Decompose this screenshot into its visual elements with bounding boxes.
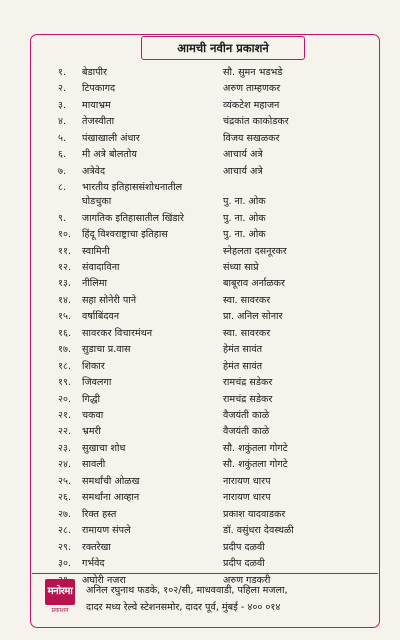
book-title: स्वामिनी — [82, 245, 110, 257]
book-number: ६. — [58, 149, 67, 161]
book-author: नारायण धारप — [223, 475, 271, 487]
book-number: २०. — [58, 393, 72, 405]
book-row — [0, 310, 400, 324]
book-number: १२. — [58, 261, 72, 273]
book-author: प्रकाश यादवाडकर — [223, 508, 286, 520]
book-title: गिद्धी — [82, 393, 101, 405]
book-author: आचार्य अत्रे — [223, 149, 263, 161]
book-title: हिंदू विश्वराष्ट्राचा इतिहास — [82, 229, 168, 241]
book-title: सावरकर विचारमंथन — [82, 327, 153, 339]
book-number: १९. — [58, 377, 72, 389]
book-row — [0, 409, 400, 423]
page-title-text: आमची नवीन प्रकाशने — [177, 40, 269, 55]
book-row — [0, 442, 400, 456]
book-row — [0, 343, 400, 357]
book-number: ८. — [58, 182, 67, 194]
book-row — [0, 425, 400, 439]
book-number: ३. — [58, 99, 67, 111]
book-row — [0, 99, 400, 113]
book-author: आचार्य अत्रे — [223, 165, 263, 177]
book-number: १०. — [58, 229, 72, 241]
book-author: विजय सखळकर — [223, 132, 280, 144]
book-number: २९. — [58, 541, 72, 553]
book-author: सौ. शकुंतला गोगटे — [223, 459, 288, 471]
book-author: वैजयंती काळे — [223, 426, 270, 438]
book-author: चंद्रकांत काकोडकर — [223, 116, 289, 128]
book-row — [0, 327, 400, 341]
book-row — [0, 212, 400, 226]
book-row — [0, 66, 400, 80]
book-title: बेडापीर — [82, 67, 107, 78]
book-title: नीलिमा — [82, 278, 108, 290]
book-title: रिक्त हस्त — [82, 508, 117, 520]
book-author: सौ. शकुंतला गोगटे — [223, 442, 288, 454]
book-row — [0, 475, 400, 489]
book-number: १७. — [58, 344, 72, 356]
book-row — [0, 115, 400, 129]
book-number: २५. — [58, 475, 72, 487]
book-title: टिपकागद — [82, 83, 116, 95]
book-title: गर्भवेद — [82, 558, 105, 570]
book-title: सुखाचा शोध — [82, 442, 126, 454]
book-author: स्नेहलता दसनूरकर — [223, 245, 287, 257]
book-title: शिकार — [82, 360, 105, 372]
book-title: जिवलगा — [82, 377, 112, 389]
book-number: ५. — [58, 132, 67, 144]
book-row — [0, 82, 400, 96]
logo-subtext: प्रकाशन — [51, 607, 69, 614]
book-row — [0, 557, 400, 571]
book-row — [0, 261, 400, 275]
book-number: ४. — [58, 116, 67, 128]
book-author: स्वा. सावरकर — [223, 294, 271, 306]
book-title: भारतीय इतिहाससंशोधनातील घोडचुका — [82, 182, 183, 208]
book-author: हेमंत सावंत — [223, 344, 263, 356]
book-author: रामचंद्र सडेकर — [223, 377, 273, 389]
book-row — [0, 491, 400, 505]
book-number: २८. — [58, 525, 72, 537]
book-title: समर्थांना आव्हान — [82, 492, 140, 504]
book-author: सौ. सुमन भडभडे — [223, 67, 283, 78]
book-author: अरुण गडकरी — [223, 574, 271, 586]
book-number: २. — [58, 83, 67, 95]
book-title: तेजस्वीता — [82, 116, 115, 128]
address-line-1: अनिल रघुनाथ फडके, १०२/सी, माधववाडी, पहिला मजला, — [86, 585, 288, 596]
book-title: समर्थांची ओळख — [82, 475, 140, 487]
publisher-logo — [42, 579, 78, 617]
book-author: प्रदीप दळवी — [223, 541, 265, 553]
book-title: संवादाविना — [82, 261, 120, 273]
book-row — [0, 245, 400, 259]
book-author: नारायण धारप — [223, 492, 271, 504]
book-author: प्रा. अनिल सोनार — [223, 311, 283, 323]
book-number: १४. — [58, 294, 72, 306]
book-title: मायाभ्रम — [82, 99, 111, 111]
book-author: पु. ना. ओक — [223, 229, 266, 241]
book-row — [0, 541, 400, 555]
book-number: २७. — [58, 508, 72, 520]
book-title: सावली — [82, 459, 106, 471]
book-title: जागतिक इतिहासातील खिंडारे — [82, 212, 184, 224]
book-row — [0, 228, 400, 242]
book-title: भ्रमरी — [82, 426, 101, 438]
book-row — [0, 165, 400, 179]
book-author: स्वा. सावरकर — [223, 327, 271, 339]
book-row — [0, 360, 400, 374]
book-title: चकवा — [82, 410, 104, 421]
book-author: हेमंत सावंत — [223, 360, 263, 372]
book-author: प्रदीप दळवी — [223, 558, 265, 570]
book-row — [0, 181, 400, 211]
book-title: सुडाचा प्र.वास — [82, 344, 131, 356]
book-number: २२. — [58, 426, 72, 438]
book-number: १३. — [58, 278, 72, 290]
book-author: पु. ना. ओक — [223, 196, 266, 208]
book-author: संध्या साप्रे — [223, 261, 259, 273]
book-row — [0, 393, 400, 407]
book-title: वर्षाबिंदवन — [82, 311, 120, 323]
book-title: मी अत्रे बोलतोय — [82, 149, 137, 161]
book-number: १६. — [58, 327, 72, 339]
book-row — [0, 524, 400, 538]
book-row — [0, 148, 400, 162]
address-line-2: दादर मध्य रेल्वे स्टेशनसमोर, दादर पूर्व, मुंबई - ४०० ०१४ — [86, 602, 281, 613]
footer-divider — [32, 573, 378, 574]
book-row — [0, 458, 400, 472]
book-author: बाबूराव अर्नाळकर — [223, 278, 285, 290]
book-number: ९. — [58, 212, 67, 224]
book-row — [0, 294, 400, 308]
book-number: १५. — [58, 311, 72, 323]
book-number: २१. — [58, 410, 72, 421]
book-author: वैजयंती काळे — [223, 410, 270, 421]
book-title: पंखाखाली अंधार — [82, 132, 140, 144]
book-number: २३. — [58, 442, 72, 454]
book-title: सहा सोनेरी पाने — [82, 294, 137, 306]
book-author: व्यंकटेश महाजन — [223, 99, 280, 111]
book-number: २६. — [58, 492, 72, 504]
book-number: २४. — [58, 459, 72, 471]
book-title: रक्तरेखा — [82, 541, 111, 553]
book-title: रामायण संपले — [82, 525, 131, 537]
book-title: अघोरी नजरा — [82, 574, 126, 586]
book-row — [0, 132, 400, 146]
book-row — [0, 376, 400, 390]
book-row — [0, 508, 400, 522]
book-title: अत्रेवेद — [82, 165, 106, 177]
logo-mark: मनोरमा — [45, 579, 75, 605]
book-author: रामचंद्र सडेकर — [223, 393, 273, 405]
book-row — [0, 277, 400, 291]
book-author: अरुण ताम्हणकर — [223, 83, 281, 95]
book-number: ३०. — [58, 558, 72, 570]
book-number: ११. — [58, 245, 72, 257]
book-number: ७. — [58, 165, 67, 177]
book-author: डॉ. वसुंधरा देवस्थळी — [223, 525, 294, 537]
book-author: पु. ना. ओक — [223, 212, 266, 224]
book-number: १. — [58, 67, 67, 78]
book-number: १८. — [58, 360, 72, 372]
